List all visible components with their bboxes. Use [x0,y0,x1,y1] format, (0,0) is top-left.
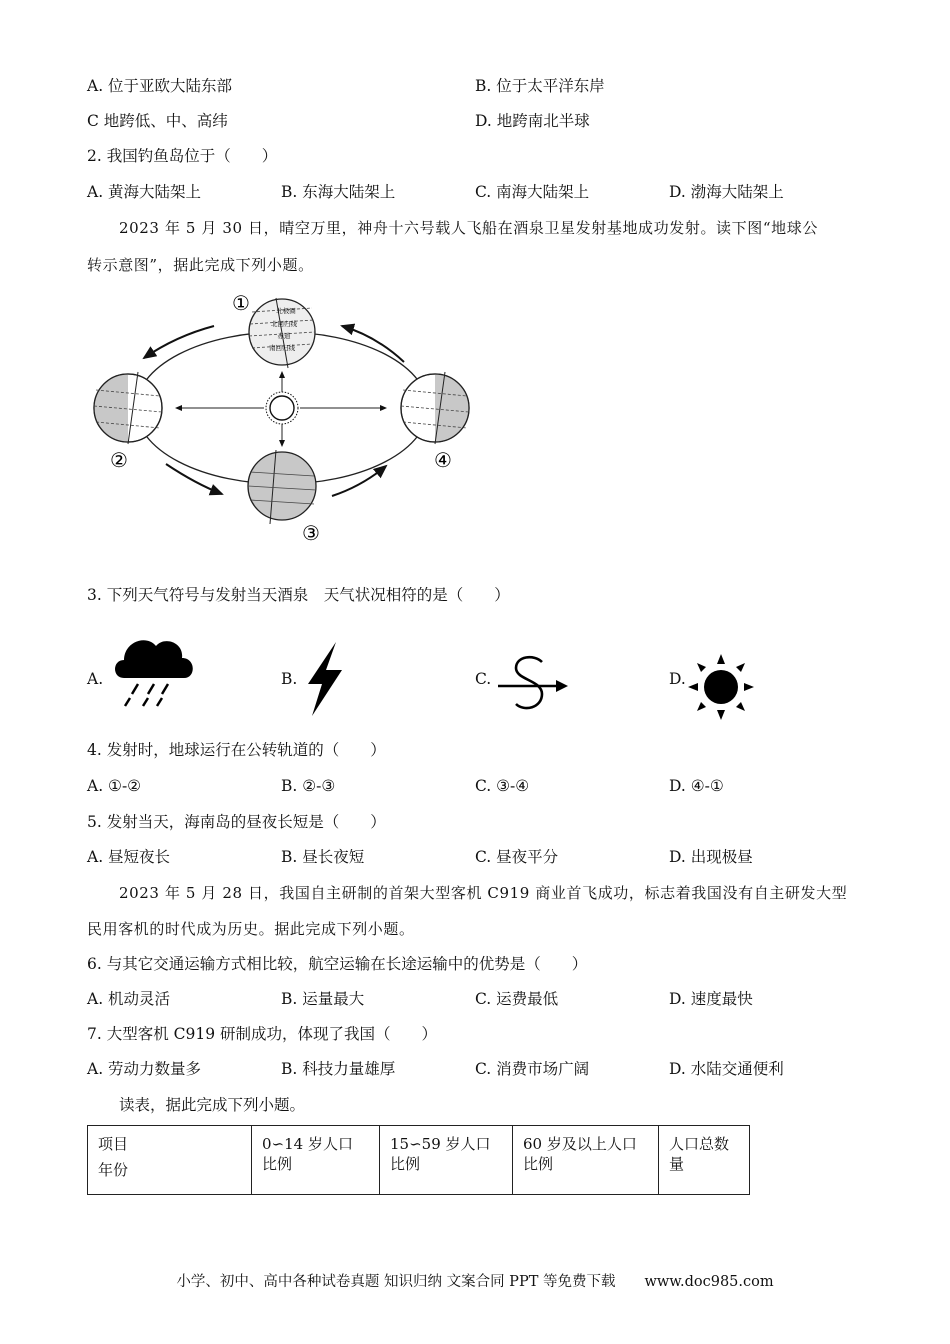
earth-position-2 [94,372,162,444]
earth-position-1 [249,298,315,368]
header-age-15-59-line2: 比例 [390,1155,421,1173]
intro1-line1: 2023 年 5 月 30 日，晴空万里，神舟十六号载人飞船在酒泉卫星发射基地成功发射。读下图“地球公 [119,219,818,237]
q7-option-a: A. 劳动力数量多 [87,1060,202,1078]
rain-cloud-icon [110,628,198,710]
sun-icon [686,652,756,722]
header-cell-item-year [88,1126,252,1195]
q6-option-c: C. 运费最低 [475,990,559,1008]
header-cell-total-population [659,1126,750,1195]
header-item-label: 项目 [98,1135,129,1153]
q2-option-c: C. 南海大陆架上 [475,183,590,201]
header-age-15-59-line1: 15∽59 岁人口 [390,1135,491,1153]
q6-stem: 6. 与其它交通运输方式相比较，航空运输在长途运输中的优势是（ ） [87,955,588,973]
header-cell-age-60-plus [513,1126,659,1195]
header-age-0-14-line2: 比例 [262,1155,293,1173]
earth-position-3 [248,450,316,524]
q4-option-c: C. ③-④ [475,777,530,795]
position-2-label: ② [110,448,128,472]
q5-stem: 5. 发射当天，海南岛的昼夜长短是（ ） [87,813,386,831]
label-tropic-capricorn: 南回归线 [269,344,295,352]
orbit-arrow-topleft [144,326,214,358]
q1-option-d: D. 地跨南北半球 [475,112,590,130]
orbit-arrow-topright [342,326,404,362]
table-header-row [88,1126,750,1195]
q3-option-c: C. [475,670,492,688]
earth-position-4 [401,372,469,444]
q1-option-c: C 地跨低、中、高纬 [87,112,228,130]
q3-option-a: A. [87,670,104,688]
q1-option-b: B. 位于太平洋东岸 [475,77,605,95]
q4-option-d: D. ④-① [669,777,724,795]
q7-option-c: C. 消费市场广阔 [475,1060,590,1078]
header-cell-age-15-59 [380,1126,513,1195]
intro2-line1: 2023 年 5 月 28 日，我国自主研制的首架大型客机 C919 商业首飞成功，标志着我国没有自主研发大型 [119,884,848,902]
sun-symbol [266,392,298,424]
q7-option-b: B. 科技力量雄厚 [281,1060,396,1078]
wind-symbol-icon [496,654,572,716]
q5-option-b: B. 昼长夜短 [281,848,365,866]
q3-option-b: B. [281,670,298,688]
position-1-label: ① [232,291,250,315]
q7-stem: 7. 大型客机 C919 研制成功，体现了我国（ ） [87,1025,438,1043]
header-cell-age-0-14 [252,1126,380,1195]
q7-option-d: D. 水陆交通便利 [669,1060,784,1078]
header-total-line1: 人口总数 [669,1135,730,1153]
page-footer: 小学、初中、高中各种试卷真题 知识归纳 文案合同 PPT 等免费下载 www.doc985.com [176,1274,774,1290]
earth-revolution-diagram [86,286,486,548]
q5-option-c: C. 昼夜平分 [475,848,559,866]
q2-option-b: B. 东海大陆架上 [281,183,396,201]
q2-stem: 2. 我国钓鱼岛位于（ ） [87,147,278,165]
q5-option-a: A. 昼短夜长 [87,848,171,866]
position-4-label: ④ [434,448,452,472]
position-3-label: ③ [302,521,320,545]
q4-option-b: B. ②-③ [281,777,336,795]
q5-option-d: D. 出现极昼 [669,848,753,866]
q4-stem: 4. 发射时，地球运行在公转轨道的（ ） [87,741,386,759]
population-table [87,1125,750,1195]
header-total-line2: 量 [669,1155,685,1173]
lightning-icon [302,640,346,718]
label-equator: 赤道 [277,332,291,340]
label-arctic-circle: 北极圈 [276,307,296,315]
q2-option-a: A. 黄海大陆架上 [87,183,202,201]
header-year-label: 年份 [98,1161,129,1179]
q3-stem: 3. 下列天气符号与发射当天酒泉 天气状况相符的是（ ） [87,586,510,604]
q4-option-a: A. ①-② [87,777,142,795]
q1-option-a: A. 位于亚欧大陆东部 [87,77,233,95]
q6-option-a: A. 机动灵活 [87,990,171,1008]
q6-option-b: B. 运量最大 [281,990,365,1008]
label-tropic-cancer: 北回归线 [271,320,297,328]
intro2-line2: 民用客机的时代成为历史。据此完成下列小题。 [87,920,415,938]
header-age-0-14-line1: 0∽14 岁人口 [262,1135,353,1153]
q2-option-d: D. 渤海大陆架上 [669,183,784,201]
intro1-line2: 转示意图”，据此完成下列小题。 [87,256,314,274]
header-age-60-plus-line1: 60 岁及以上人口 [523,1135,637,1153]
orbit-arrow-bottomright [332,466,386,496]
header-age-60-plus-line2: 比例 [523,1155,554,1173]
q3-option-d: D. [669,670,686,688]
intro3: 读表，据此完成下列小题。 [119,1096,306,1114]
q6-option-d: D. 速度最快 [669,990,753,1008]
